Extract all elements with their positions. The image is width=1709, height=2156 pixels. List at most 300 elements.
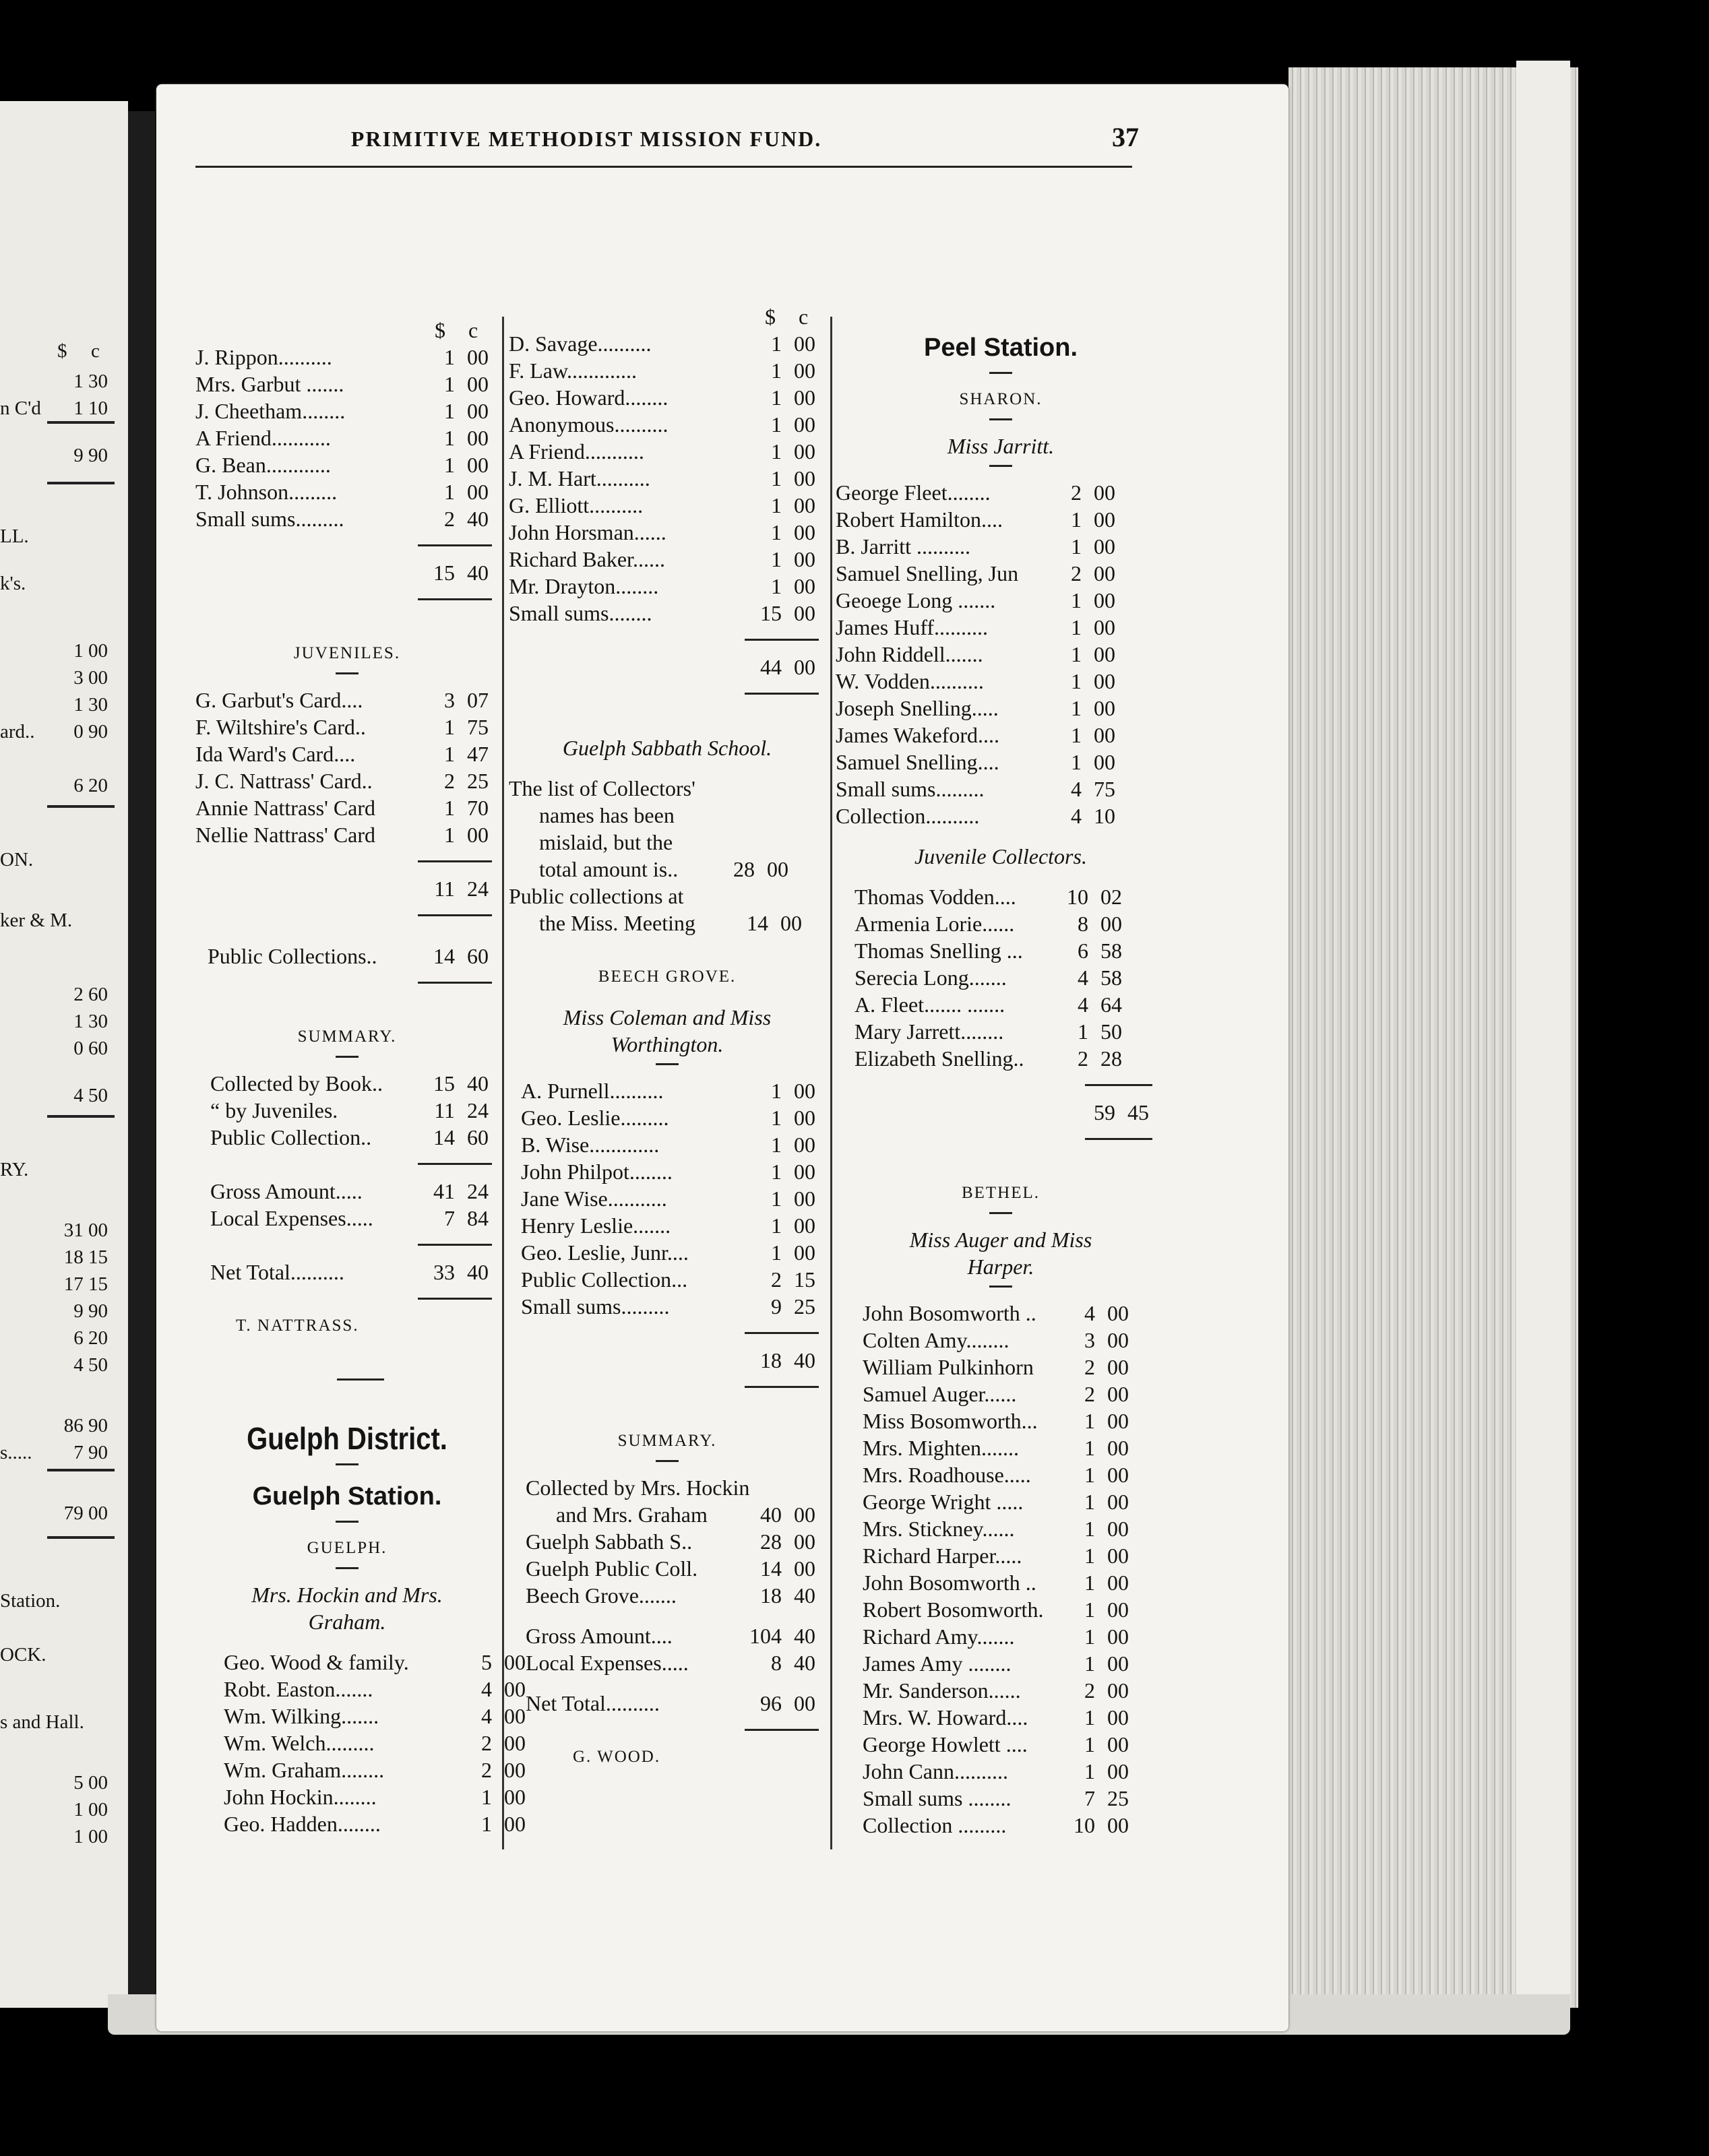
contributor-name: Small sums......... — [195, 507, 344, 531]
amount-dollars: 14 — [433, 1125, 455, 1149]
amount-cents: 07 — [467, 688, 489, 712]
ledger-row — [509, 1528, 826, 1555]
left-row-amount: 18 15 — [63, 1246, 108, 1268]
ledger-row — [195, 505, 499, 532]
ledger-row — [836, 479, 1166, 506]
ledger-row — [836, 1515, 1166, 1542]
left-page-row — [0, 1442, 108, 1464]
amount-dollars: 10 — [1067, 885, 1088, 909]
contributor-name: A. Fleet....... ....... — [854, 992, 1005, 1017]
contributor-name: John Bosomworth .. — [863, 1571, 1036, 1595]
column-1 — [195, 317, 526, 1837]
amount-dollars: 2 — [481, 1731, 492, 1755]
bethel-collectors-1: Miss Auger and Miss — [909, 1228, 1092, 1252]
left-rule — [47, 1115, 115, 1118]
note-text: the Miss. Meeting — [539, 911, 695, 935]
ledger-row — [836, 802, 1166, 829]
amount-cents: 00 — [1100, 912, 1122, 936]
amount-cents: 00 — [794, 412, 815, 437]
amount-dollars: 1 — [1084, 1517, 1095, 1541]
amount-cents: 00 — [504, 1812, 526, 1836]
amount-cents: 28 — [1100, 1046, 1122, 1071]
left-page-row — [0, 910, 72, 932]
amount-dollars: 8 — [1078, 912, 1088, 936]
amount-cents: 40 — [467, 507, 489, 531]
district-heading: Guelph District. — [247, 1422, 447, 1457]
ledger-row — [195, 451, 499, 478]
contributor-name: James Huff.......... — [836, 615, 989, 639]
bethel-entries-list — [836, 1300, 1166, 1839]
contributor-name: Mrs. Garbut ....... — [195, 372, 344, 396]
left-row-amount: 1 30 — [73, 371, 108, 392]
subtotal: 44 00 — [760, 655, 815, 679]
contributor-name: G. Elliott.......... — [509, 493, 644, 517]
amount-dollars: 14 — [747, 911, 768, 935]
amount-dollars: 1 — [1071, 588, 1082, 612]
contributor-name: Henry Leslie....... — [521, 1213, 671, 1238]
ledger-row — [836, 1018, 1166, 1045]
amount-dollars: 4 — [481, 1677, 492, 1701]
ledger-row — [509, 330, 826, 357]
ledger-row — [836, 1407, 1166, 1434]
ledger-row — [509, 573, 826, 600]
contributor-name: Mrs. W. Howard.... — [863, 1705, 1028, 1730]
left-row-amount: 0 60 — [73, 1038, 108, 1059]
ledger-row — [836, 695, 1166, 722]
left-row-label: LL. — [0, 526, 29, 547]
amount-dollars: 1 — [1084, 1759, 1095, 1783]
amount-dollars: 1 — [771, 1079, 782, 1103]
contributor-name: G. Garbut's Card.... — [195, 688, 363, 712]
amount-dollars: 14 — [760, 1556, 782, 1581]
amount-cents: 00 — [1107, 1705, 1129, 1730]
ledger-row — [195, 1756, 526, 1783]
amount-cents: 00 — [794, 547, 815, 571]
amount-dollars: 1 — [771, 547, 782, 571]
contributor-name: Guelph Public Coll. — [526, 1556, 698, 1581]
contributor-name: Small sums........ — [509, 601, 652, 625]
amount-cents: 00 — [1094, 588, 1115, 612]
amount-dollars: 1 — [1084, 1544, 1095, 1568]
amount-cents: 00 — [794, 466, 815, 490]
amount-dollars: 1 — [444, 453, 455, 477]
contributor-name: Wm. Welch......... — [224, 1731, 375, 1755]
ledger-row — [836, 533, 1166, 560]
contributor-name: Geo. Wood & family. — [224, 1650, 409, 1674]
column-rule-1 — [502, 317, 504, 1849]
amount-cents: 00 — [794, 1133, 815, 1157]
contributor-name: John Riddell....... — [836, 642, 983, 666]
ledger-row — [836, 883, 1166, 910]
guelph-entries-list — [195, 1649, 526, 1837]
juveniles-heading: JUVENILES. — [293, 644, 401, 662]
amount-cents: 00 — [794, 1186, 815, 1211]
amount-dollars: 1 — [771, 574, 782, 598]
amount-dollars: 2 — [444, 507, 455, 531]
bethel-collectors-2: Harper. — [967, 1255, 1034, 1279]
amount-dollars: 1 — [444, 715, 455, 739]
ledger-row — [195, 1124, 499, 1151]
book-gutter — [128, 111, 155, 2008]
contributor-name: J. M. Hart.......... — [509, 466, 650, 490]
amount-cents: 00 — [767, 857, 788, 881]
public-collections-row: Public Collections.. 14 60 — [208, 944, 489, 968]
amount-dollars: 1 — [1084, 1732, 1095, 1756]
left-row-label: OCK. — [0, 1644, 46, 1666]
contributor-name: Richard Amy....... — [863, 1624, 1015, 1649]
amount-cents: 00 — [1107, 1732, 1129, 1756]
amount-cents: 00 — [1107, 1301, 1129, 1325]
left-row-amount: 0 90 — [73, 721, 108, 742]
contributor-name: Geo. Leslie, Junr.... — [521, 1240, 689, 1265]
sabbath-school-heading: Guelph Sabbath School. — [562, 736, 772, 760]
ledger-row — [195, 714, 499, 740]
ledger-row — [509, 465, 826, 492]
contributor-name: Geo. Howard........ — [509, 385, 669, 410]
ledger-row — [836, 1045, 1166, 1072]
left-page-fragment: $ c 1 30 n C'd 1 10 9 90 LL. k's. 1 00 3 00 1 30 ard.. 0 90 6 20 ON. ker & M. 2 60 1 30 0 60 4 50 RY. 31 00 18 15 17 15 9 90 6 20 4 50 86 90 s..... 7 90 79 00 Station. OCK. s and Hall. 5 00 1 00 1 00 — [0, 101, 128, 2008]
contributor-name: Nellie Nattrass' Card — [195, 823, 376, 847]
amount-dollars: 1 — [1071, 669, 1082, 693]
amount-dollars: 1 — [1084, 1490, 1095, 1514]
contributor-name: Serecia Long....... — [854, 965, 1007, 990]
left-row-label: k's. — [0, 573, 26, 594]
contributor-name: A Friend........... — [195, 426, 331, 450]
contributor-name: Richard Harper..... — [863, 1544, 1022, 1568]
amount-cents: 00 — [1107, 1571, 1129, 1595]
money-header: $ c — [765, 305, 809, 329]
left-page-row — [0, 1644, 46, 1666]
amount-dollars: 6 — [1078, 939, 1088, 963]
ledger-row — [836, 1704, 1166, 1731]
contributor-name: J. Cheetham........ — [195, 399, 346, 423]
ledger-row — [195, 1649, 526, 1676]
amount-dollars: 2 — [1084, 1678, 1095, 1703]
contributor-name: Robert Hamilton.... — [836, 507, 1003, 532]
left-page-row — [0, 721, 108, 743]
left-rule — [47, 1469, 115, 1471]
amount-cents: 00 — [504, 1731, 526, 1755]
amount-cents: 00 — [794, 1160, 815, 1184]
amount-dollars: 15 — [760, 601, 782, 625]
note-line — [509, 829, 826, 856]
ledger-row — [509, 1266, 826, 1293]
left-row-amount: 6 20 — [73, 775, 108, 796]
amount-cents: 00 — [504, 1704, 526, 1728]
contributor-name: B. Jarritt .......... — [836, 534, 970, 559]
amount-cents: 00 — [794, 574, 815, 598]
note-line — [509, 775, 826, 802]
amount-cents: 00 — [780, 911, 802, 935]
contributor-name: Mrs. Stickney...... — [863, 1517, 1015, 1541]
left-row-amount: 9 90 — [73, 445, 108, 466]
amount-dollars: 1 — [1084, 1436, 1095, 1460]
contributor-name: W. Vodden.......... — [836, 669, 984, 693]
ledger-row — [836, 991, 1166, 1018]
amount-dollars: 1 — [444, 372, 455, 396]
gross-amount-row: Gross Amount.... 104 40 — [526, 1624, 815, 1648]
amount-cents: 00 — [794, 1213, 815, 1238]
summary-list — [195, 1070, 499, 1151]
ledger-row — [509, 1555, 826, 1582]
ledger-row — [836, 1758, 1166, 1785]
amount-dollars: 1 — [771, 331, 782, 356]
left-row-label: Station. — [0, 1590, 61, 1612]
contributor-name: John Cann.......... — [863, 1759, 1008, 1783]
contributor-name: George Fleet........ — [836, 480, 991, 505]
contributor-name: Small sums......... — [521, 1294, 670, 1319]
amount-cents: 00 — [794, 1079, 815, 1103]
contributor-name: Colten Amy........ — [863, 1328, 1009, 1352]
amount-cents: 00 — [467, 399, 489, 423]
contributor-name: F. Law............. — [509, 358, 638, 383]
amount-cents: 00 — [1107, 1517, 1129, 1541]
amount-dollars: 4 — [481, 1704, 492, 1728]
left-row-amount: 86 90 — [63, 1415, 108, 1436]
amount-cents: 00 — [1107, 1463, 1129, 1487]
ledger-row — [509, 1104, 826, 1131]
amount-cents: 58 — [1100, 965, 1122, 990]
entries-list — [195, 344, 499, 532]
amount-cents: 75 — [467, 715, 489, 739]
amount-cents: 00 — [504, 1758, 526, 1782]
amount-cents: 00 — [1107, 1382, 1129, 1406]
amount-cents: 00 — [794, 1106, 815, 1130]
juvenile-entries-list — [836, 883, 1166, 1072]
contributor-name: John Philpot........ — [521, 1160, 673, 1184]
juveniles-list — [195, 687, 499, 848]
ledger-row — [195, 424, 499, 451]
contributor-name: B. Wise............. — [521, 1133, 660, 1157]
left-page-row — [0, 526, 29, 548]
left-row-amount: 9 90 — [73, 1300, 108, 1322]
ledger-row — [836, 1354, 1166, 1381]
contributor-name: Mr. Sanderson...... — [863, 1678, 1021, 1703]
contributor-name: Collection.......... — [836, 804, 980, 828]
contributor-name: Mr. Drayton........ — [509, 574, 659, 598]
amount-dollars: 1 — [771, 412, 782, 437]
left-page-row — [0, 1711, 84, 1734]
amount-dollars: 18 — [760, 1583, 782, 1608]
contributor-name: J. Rippon.......... — [195, 345, 332, 369]
amount-cents: 15 — [794, 1267, 815, 1292]
amount-dollars: 1 — [1071, 696, 1082, 720]
contributor-name: Beech Grove....... — [526, 1583, 677, 1608]
amount-cents: 25 — [1107, 1786, 1129, 1810]
note-line — [509, 802, 826, 829]
left-row-amount: 4 50 — [73, 1085, 108, 1106]
note-text: total amount is.. — [539, 857, 679, 881]
contributor-name: John Horsman...... — [509, 520, 666, 544]
amount-dollars: 1 — [771, 520, 782, 544]
amount-dollars: 1 — [771, 466, 782, 490]
amount-dollars: 1 — [771, 439, 782, 464]
amount-dollars: 1 — [1078, 1019, 1088, 1044]
contributor-name: Robert Bosomworth. — [863, 1597, 1044, 1622]
amount-cents: 00 — [1107, 1544, 1129, 1568]
amount-cents: 50 — [1100, 1019, 1122, 1044]
contributor-name: William Pulkinhorn — [863, 1355, 1034, 1379]
contributor-name: Wm. Wilking....... — [224, 1704, 379, 1728]
amount-cents: 00 — [794, 1240, 815, 1265]
amount-cents: 00 — [794, 358, 815, 383]
ledger-row — [836, 1785, 1166, 1812]
amount-cents: 00 — [467, 823, 489, 847]
amount-dollars: 1 — [771, 493, 782, 517]
note-text: Public collections at — [509, 884, 684, 908]
left-page-row — [0, 1159, 28, 1181]
ledger-row — [836, 1596, 1166, 1623]
ledger-row — [195, 1070, 499, 1097]
amount-cents: 00 — [794, 439, 815, 464]
amount-dollars: 1 — [1071, 534, 1082, 559]
amount-cents: 40 — [467, 1071, 489, 1096]
contributor-name: Wm. Graham........ — [224, 1758, 385, 1782]
sharon-collector: Miss Jarritt. — [947, 434, 1055, 458]
amount-dollars: 1 — [444, 399, 455, 423]
ledger-row — [836, 937, 1166, 964]
amount-cents: 00 — [1107, 1624, 1129, 1649]
amount-dollars: 1 — [1084, 1651, 1095, 1676]
amount-dollars: 1 — [771, 1106, 782, 1130]
subtotal: 11 24 — [434, 877, 489, 901]
bethel-heading: BETHEL. — [961, 1184, 1040, 1202]
amount-dollars: 1 — [771, 358, 782, 383]
ledger-row — [509, 600, 826, 627]
left-rule — [47, 482, 115, 484]
ledger-row — [509, 1239, 826, 1266]
beech-collectors-2: Worthington. — [611, 1032, 724, 1056]
amount-cents: 25 — [794, 1294, 815, 1319]
amount-dollars: 4 — [1078, 965, 1088, 990]
ledger-row — [836, 1623, 1166, 1650]
amount-dollars: 2 — [771, 1267, 782, 1292]
contributor-name: Annie Nattrass' Card — [195, 796, 376, 820]
contributor-name: Public Collection.. — [210, 1125, 372, 1149]
note-text: mislaid, but the — [539, 830, 673, 854]
ledger-row — [836, 1677, 1166, 1704]
ledger-row — [836, 1488, 1166, 1515]
amount-dollars: 5 — [481, 1650, 492, 1674]
column-rule-2 — [830, 317, 832, 1849]
amount-cents: 00 — [1107, 1490, 1129, 1514]
column-2 — [509, 303, 826, 1771]
ledger-row — [836, 749, 1166, 775]
beech-grove-heading: BEECH GROVE. — [598, 968, 737, 986]
contributor-name: Ida Ward's Card.... — [195, 742, 356, 766]
station-heading: Guelph Station. — [252, 1482, 442, 1511]
left-row-label: RY. — [0, 1159, 29, 1180]
ledger-row — [836, 1461, 1166, 1488]
amount-cents: 00 — [1094, 534, 1115, 559]
amount-dollars: 1 — [1084, 1463, 1095, 1487]
contributor-name: Mrs. Mighten....... — [863, 1436, 1019, 1460]
ledger-row — [195, 478, 499, 505]
amount-cents: 00 — [1094, 480, 1115, 505]
collectors-heading: Mrs. Hockin and Mrs. Graham. — [251, 1583, 443, 1634]
amount-cents: 00 — [467, 426, 489, 450]
amount-dollars: 2 — [1084, 1355, 1095, 1379]
contributor-name: A Friend........... — [509, 439, 644, 464]
contributor-name: Joseph Snelling..... — [836, 696, 999, 720]
amount-dollars: 1 — [1084, 1624, 1095, 1649]
summary-list — [509, 1528, 826, 1609]
left-row-amount: 1 00 — [73, 1826, 108, 1847]
contributor-name: Robt. Easton....... — [224, 1677, 373, 1701]
ledger-row — [195, 767, 499, 794]
amount-cents: 00 — [794, 1556, 815, 1581]
contributor-name: J. C. Nattrass' Card.. — [195, 769, 373, 793]
ledger-row — [836, 1300, 1166, 1327]
peel-station-heading: Peel Station. — [923, 334, 1078, 362]
subtotal: 15 40 — [433, 561, 489, 585]
amount-dollars: 1 — [444, 480, 455, 504]
amount-cents: 75 — [1094, 777, 1115, 801]
amount-cents: 00 — [1094, 669, 1115, 693]
left-row-amount: 1 30 — [73, 694, 108, 716]
amount-cents: 00 — [1094, 561, 1115, 585]
ledger-row — [195, 794, 499, 821]
ledger-row — [836, 1434, 1166, 1461]
ledger-row — [836, 614, 1166, 641]
amount-cents: 00 — [467, 480, 489, 504]
ledger-row — [836, 1569, 1166, 1596]
amount-dollars: 15 — [433, 1071, 455, 1096]
ledger-row — [195, 344, 499, 371]
contributor-name: Collected by Book.. — [210, 1071, 383, 1096]
ledger-row — [836, 964, 1166, 991]
net-total-row: Net Total.......... 33 40 — [210, 1260, 489, 1284]
ledger-row — [836, 1327, 1166, 1354]
amount-dollars: 2 — [481, 1758, 492, 1782]
beech-entries-list — [509, 1077, 826, 1320]
amount-dollars: 1 — [1071, 615, 1082, 639]
amount-cents: 64 — [1100, 992, 1122, 1017]
left-row-label: s and Hall. — [0, 1711, 84, 1733]
amount-cents: 00 — [794, 601, 815, 625]
contributor-name: Richard Baker...... — [509, 547, 665, 571]
amount-dollars: 7 — [1084, 1786, 1095, 1810]
gross-amount-row: Gross Amount..... 41 24 — [210, 1179, 489, 1203]
left-row-amount: 79 00 — [63, 1502, 108, 1524]
amount-dollars: 1 — [1071, 750, 1082, 774]
amount-dollars: 4 — [1071, 804, 1082, 828]
contributor-name: Small sums......... — [836, 777, 985, 801]
contributor-name: Anonymous.......... — [509, 412, 669, 437]
contributor-name: Samuel Snelling, Jun — [836, 561, 1019, 585]
ledger-row — [836, 641, 1166, 668]
contributor-name: Samuel Snelling.... — [836, 750, 999, 774]
contributor-name: James Amy ........ — [863, 1651, 1012, 1676]
amount-cents: 00 — [1107, 1813, 1129, 1837]
left-row-amount: 3 00 — [73, 667, 108, 689]
ledger-row — [195, 740, 499, 767]
amount-dollars: 11 — [434, 1098, 455, 1122]
amount-cents: 47 — [467, 742, 489, 766]
ledger-row — [509, 492, 826, 519]
amount-cents: 00 — [1094, 750, 1115, 774]
contributor-name: Samuel Auger...... — [863, 1382, 1017, 1406]
contributor-name: Collection ......... — [863, 1813, 1007, 1837]
contributor-name: George Wright ..... — [863, 1490, 1024, 1514]
book-cover-edge — [1516, 61, 1570, 2008]
amount-dollars: 1 — [1084, 1409, 1095, 1433]
contributor-name: Small sums ........ — [863, 1786, 1012, 1810]
ledger-row — [509, 1582, 826, 1609]
ledger-row — [509, 411, 826, 438]
contributor-name: Guelph Sabbath S.. — [526, 1529, 693, 1554]
amount-dollars: 1 — [481, 1785, 492, 1809]
